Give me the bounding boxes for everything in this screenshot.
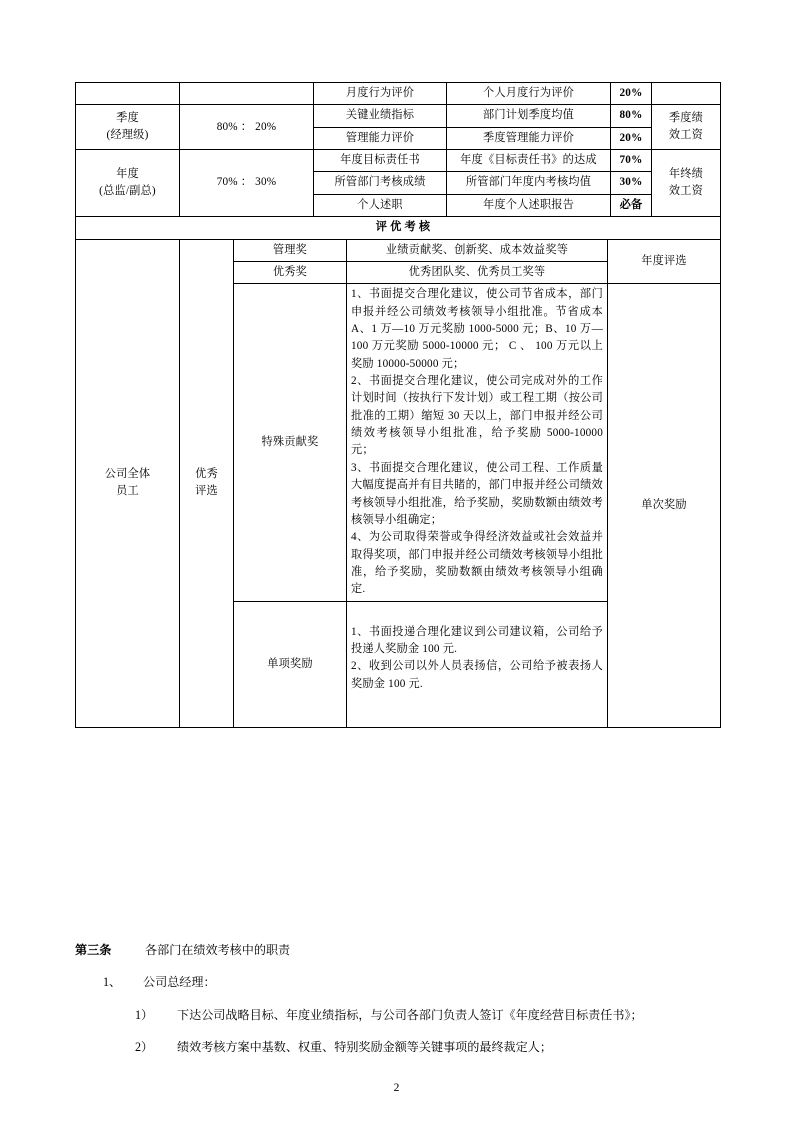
single-award-paragraph-2: 2、收到公司以外人员表扬信，公司给予被表扬人奖励金 100 元. xyxy=(351,660,603,690)
quarterly-category-cell xyxy=(76,105,180,150)
single-award-paragraph-1: 1、书面投递合理化建议到公司建议箱，公司给予投递人奖励金 100 元. xyxy=(351,625,603,656)
annual-description-cell-3: 年度个人述职报告 xyxy=(447,194,611,216)
award-period-annual: 年度评选 xyxy=(608,239,721,284)
annual-indicator-cell-1: 年度目标责任书 xyxy=(314,150,447,172)
clause-item-1-text: 公司总经理： xyxy=(143,975,216,990)
quarterly-category-line2: (经理级) xyxy=(106,129,149,142)
clause-section xyxy=(75,942,725,1071)
award-description-special-contribution xyxy=(347,284,608,601)
monthly-weight-cell: 20% xyxy=(611,83,652,105)
award-scope-line2: 员工 xyxy=(116,485,139,498)
special-award-paragraph-2: 2、书面提交合理化建议，使公司完成对外的工作计划时间（按执行下发计划）或工程工期（按公司批准的工期）缩短 30 天以上，部门申报并经公司绩效考核领导小组批准，给予奖励 5000-10000 元； xyxy=(351,375,603,457)
annual-weight-cell-1: 70% xyxy=(611,150,652,172)
special-award-paragraph-3: 3、书面提交合理化建议，使公司工程、工作质量大幅度提高并有目共睹的，部门申报并经公司绩效考核领导小组批准，给予奖励，奖励数额由绩效考核领导小组确定； xyxy=(351,461,603,526)
table-row xyxy=(76,150,721,172)
award-name-management: 管理奖 xyxy=(234,239,347,261)
annual-weight-cell-3: 必备 xyxy=(611,194,652,216)
clause-sub-2-number: 2） xyxy=(135,1039,154,1054)
performance-tables xyxy=(75,82,720,728)
table-row xyxy=(76,239,721,261)
quarterly-indicator-cell-2: 管理能力评价 xyxy=(314,127,447,149)
award-type-cell xyxy=(180,239,234,728)
quarterly-salary-line2: 效工资 xyxy=(668,129,704,142)
quarterly-category-line1: 季度 xyxy=(116,111,139,124)
annual-ratio-cell: 70% ： 30% xyxy=(180,150,314,217)
award-type-line1: 优秀 xyxy=(195,467,218,480)
clause-item-1-number: 1、 xyxy=(103,975,122,990)
annual-salary-line1: 年终绩 xyxy=(668,167,704,180)
clause-label: 第三条 xyxy=(75,943,112,957)
clause-sub-1-text: 下达公司战略目标、年度业绩指标，与公司各部门负责人签订《年度经营目标责任书》； xyxy=(177,1007,643,1022)
table-row xyxy=(76,83,721,105)
annual-weight-cell-2: 30% xyxy=(611,172,652,194)
award-scope-line1: 公司全体 xyxy=(104,467,151,480)
award-name-excellence: 优秀奖 xyxy=(234,261,347,283)
list-item xyxy=(75,1039,725,1055)
monthly-description-cell: 个人月度行为评价 xyxy=(447,83,611,105)
award-description-single-item xyxy=(347,601,608,727)
annual-description-cell-1: 年度《目标责任书》的达成 xyxy=(447,150,611,172)
clause-sub-1-number: 1） xyxy=(135,1007,154,1022)
award-scope-cell xyxy=(76,239,180,728)
clause-sub-2-text: 绩效考核方案中基数、权重、特别奖励金额等关键事项的最终裁定人； xyxy=(177,1039,552,1054)
clause-heading xyxy=(75,942,725,958)
quarterly-description-cell-2: 季度管理能力评价 xyxy=(447,127,611,149)
annual-salary-cell xyxy=(652,150,721,217)
quarterly-weight-cell-2: 20% xyxy=(611,127,652,149)
annual-indicator-cell-2: 所管部门考核成绩 xyxy=(314,172,447,194)
table-row xyxy=(76,217,721,239)
special-award-paragraph-4: 4、为公司取得荣誉或争得经济效益或社会效益并取得奖项，部门申报并经公司绩效考核领导小组批准，给予奖励，奖励数额由绩效考核领导小组确定. xyxy=(351,531,603,596)
award-description-management: 业绩贡献奖、创新奖、成本效益奖等 xyxy=(347,239,608,261)
list-item xyxy=(75,1007,725,1023)
quarterly-ratio-cell: 80% ： 20% xyxy=(180,105,314,150)
annual-category-cell xyxy=(76,150,180,217)
page-number: 2 xyxy=(393,1082,400,1094)
annual-description-cell-2: 所管部门年度内考核均值 xyxy=(447,172,611,194)
award-table xyxy=(75,239,721,729)
table-row xyxy=(76,105,721,127)
monthly-ratio-cell xyxy=(180,83,314,105)
quarterly-salary-line1: 季度绩 xyxy=(668,111,704,124)
annual-category-line2: (总监/副总) xyxy=(99,185,156,198)
assessment-table xyxy=(75,82,721,240)
monthly-salary-cell xyxy=(652,83,721,105)
award-name-single-item: 单项奖励 xyxy=(234,601,347,727)
award-type-line2: 评选 xyxy=(195,485,218,498)
annual-indicator-cell-3: 个人述职 xyxy=(314,194,447,216)
award-period-single-occurrence: 单次奖励 xyxy=(608,284,721,728)
evaluation-banner-title: 评 优 考 核 xyxy=(76,217,721,239)
annual-category-line1: 年度 xyxy=(116,167,139,180)
quarterly-weight-cell-1: 80% xyxy=(611,105,652,127)
quarterly-salary-cell xyxy=(652,105,721,150)
monthly-indicator-cell: 月度行为评价 xyxy=(314,83,447,105)
list-item xyxy=(75,974,725,990)
monthly-category-cell xyxy=(76,83,180,105)
quarterly-indicator-cell-1: 关键业绩指标 xyxy=(314,105,447,127)
award-name-special-contribution: 特殊贡献奖 xyxy=(234,284,347,601)
award-description-excellence: 优秀团队奖、优秀员工奖等 xyxy=(347,261,608,283)
clause-title: 各部门在绩效考核中的职责 xyxy=(145,943,291,957)
special-award-paragraph-1: 1、书面提交合理化建议，使公司节省成本，部门申报并经公司绩效考核领导小组批准。节省成本 A、1 万—10 万元奖励 1000-5000 元；B、10 万—100 万元奖励 5000-10000 元； C 、 100 万元以上奖励 10000-50000 元； xyxy=(351,288,603,370)
quarterly-description-cell-1: 部门计划季度均值 xyxy=(447,105,611,127)
annual-salary-line2: 效工资 xyxy=(668,185,704,198)
